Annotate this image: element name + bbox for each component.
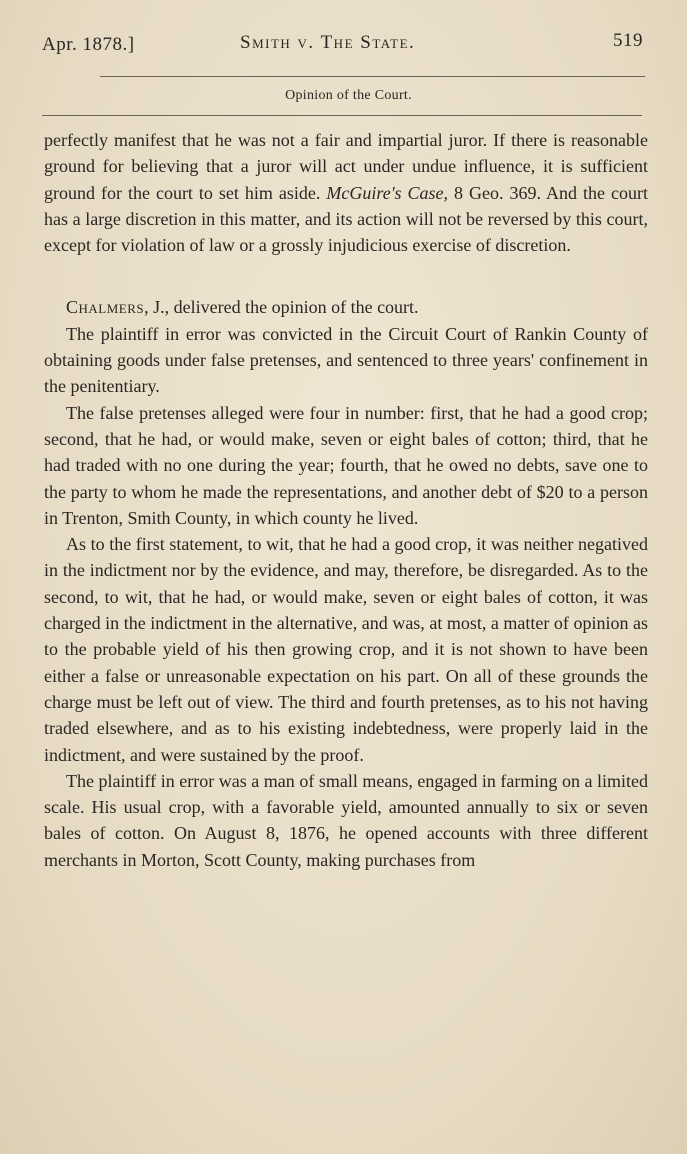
header-rule-top (100, 76, 645, 77)
header-case-title: Smith v. The State. (240, 32, 416, 53)
paragraph-facts: The plaintiff in error was a man of small means, engaged in farming on a limited scale. His usual crop, with a favorable yield, amounted annually to six or seven bales of cotton. On August 8, 1876, he opened accounts with three different merchants in Morton, Scott County, making purchases from (44, 770, 648, 870)
paragraph-continuation (44, 127, 648, 258)
case-citation: McGuire's Case, (326, 182, 449, 203)
paragraph-text: , J., delivered the opinion of the court. (144, 297, 419, 318)
header-date: Apr. 1878.] (42, 34, 135, 55)
paragraph-analysis: As to the first statement, to wit, that he had a good crop, it was neither negatived in the indictment nor by the evidence, and may, therefore, be disregarded. As to the second, to wit, that he had, or would make, seven or eight bales of cotton, it was charged in the indictment in the alternative, and was, at most, a matter of opinion as to the probable yield of his then growing crop, and it is not shown to have been either a false or unreasonable expectation on his part. On all of these grounds the charge must be left out of view. The third and fourth pretenses, as to his not having traded elsewhere, and as to his existing indebtedness, were properly laid in the indictment, and were sustained by the proof. (44, 534, 648, 765)
paragraph-conviction: The plaintiff in error was convicted in the Circuit Court of Rankin County of obtaining goods under false pretenses, and sentenced to three years' confinement in the penitentiary. (44, 323, 648, 397)
opinion-body (44, 127, 648, 873)
paragraph-delivered-by (44, 294, 648, 320)
paragraph-text: perfectly manifest that he was not a fair and impartial juror. If there is reasonable ground for believing that a juror will act under undue influence, it is sufficient ground for the court to set him aside. (44, 130, 648, 203)
justice-name: Chalmers (66, 297, 145, 318)
paragraph-pretenses: The false pretenses alleged were four in number: first, that he had a good crop; second, that he had, or would make, seven or eight bales of cotton; third, that he had traded with no one during the year; fourth, that he owed no debts, save one to the party to whom he made the representations, and another debt of $20 to a person in Trenton, Smith County, in which county he lived. (44, 402, 648, 528)
running-head (42, 30, 643, 60)
header-page-number: 519 (613, 30, 643, 51)
header-rule-bottom (42, 115, 642, 116)
paragraph-text: 8 Geo. 369. And the court has a large discretion in this matter, and its action will not be reversed by this court, except for violation of law or a grossly injudicious exercise of discretion. (44, 182, 648, 256)
opinion-subheading: Opinion of the Court. (285, 88, 412, 103)
